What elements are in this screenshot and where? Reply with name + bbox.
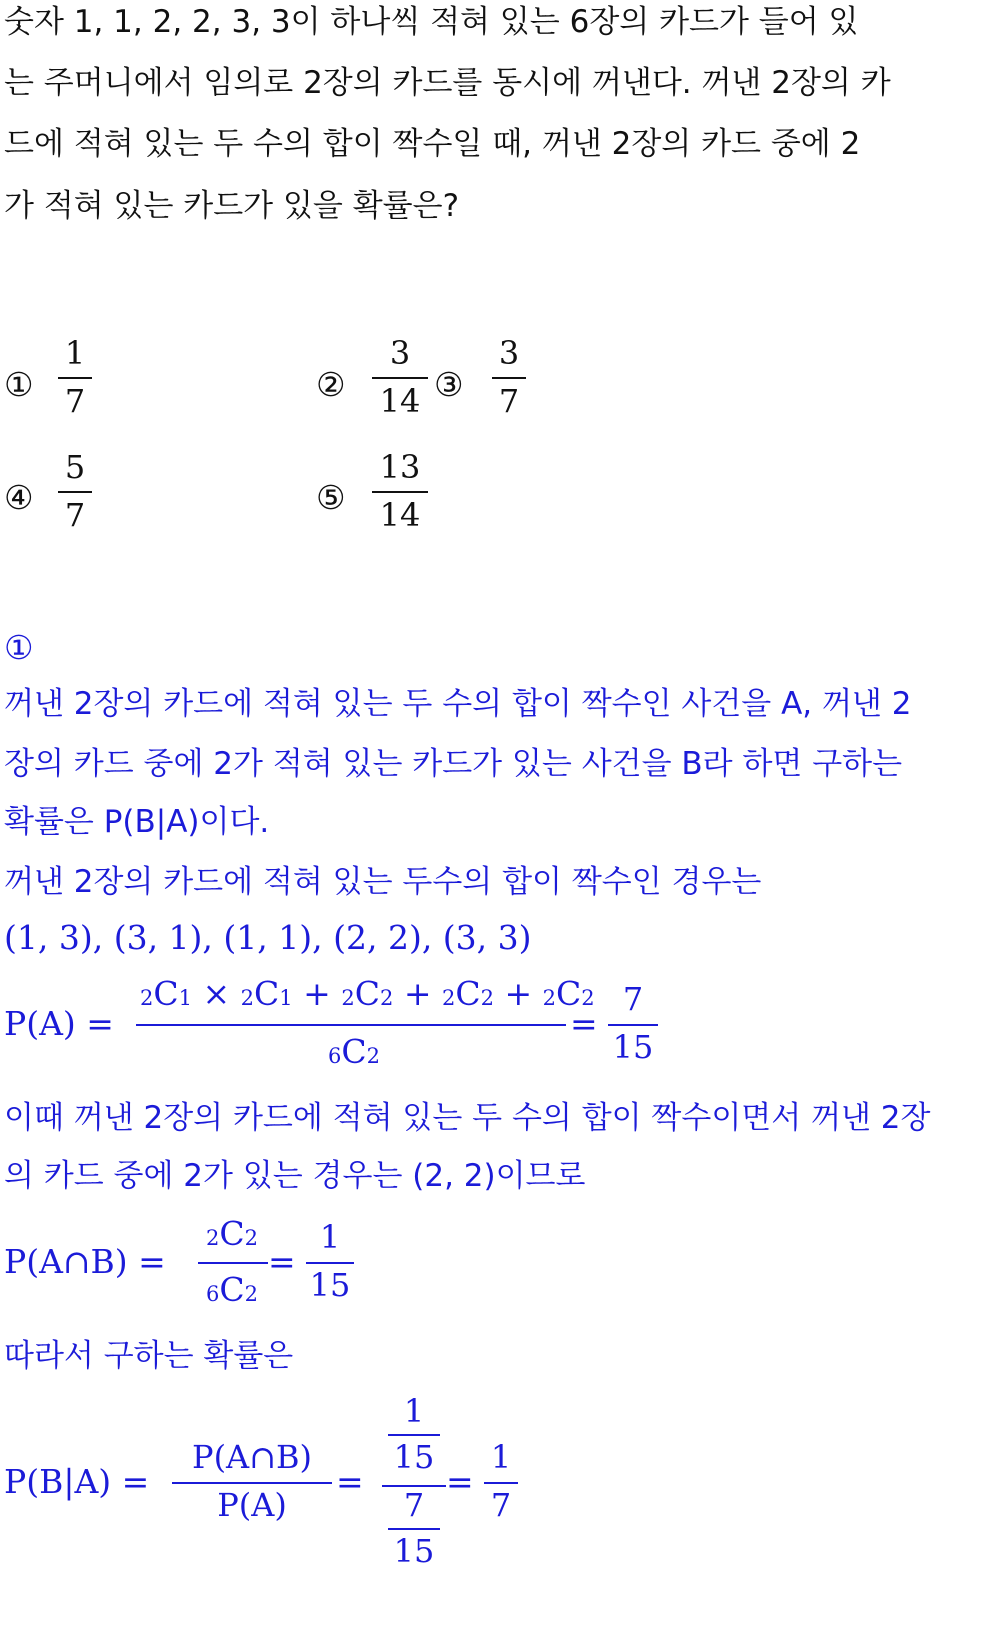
fraction-bar [58, 491, 92, 493]
choice-1-denominator: 7 [64, 382, 86, 420]
eq2-equals: = [268, 1242, 296, 1281]
choice-4-fraction [58, 444, 92, 540]
choice-1-numerator: 1 [64, 334, 86, 372]
eq3-result-numerator: 1 [490, 1438, 512, 1476]
subscript: 1 [279, 986, 293, 1010]
subscript: 2 [581, 986, 595, 1010]
eq1-result-numerator: 7 [622, 980, 644, 1018]
subscript: 2 [240, 986, 255, 1010]
subscript: 2 [341, 986, 355, 1010]
fraction-bar [608, 1024, 658, 1026]
eq3-equals: = [336, 1462, 364, 1501]
subscript: 2 [542, 986, 556, 1010]
fraction-bar [58, 377, 92, 379]
problem-line-3: 드에 적혀 있는 두 수의 합이 짝수일 때, 꺼낸 2장의 카드 중에 2 [4, 126, 861, 162]
solution-line-1: 꺼낸 2장의 카드에 적혀 있는 두 수의 합이 짝수인 사건을 A, 꺼낸 2 [4, 686, 912, 722]
eq2-numerator [206, 1214, 258, 1253]
choice-5-mark: ⑤ [316, 478, 346, 517]
subscript: 2 [140, 986, 154, 1010]
fraction-bar [492, 377, 526, 379]
eq3-equals-2: = [446, 1462, 474, 1501]
eq3-cf-bottom [388, 1486, 440, 1576]
subscript: 2 [244, 1226, 258, 1250]
problem-line-4: 가 적혀 있는 카드가 있을 확률은? [4, 188, 460, 224]
solution-line-3: 확률은 P(B|A)이다. [4, 804, 270, 840]
choice-4-denominator: 7 [64, 496, 86, 534]
operator: + [303, 974, 331, 1013]
fraction-bar [372, 377, 428, 379]
fraction-bar [372, 491, 428, 493]
solution-answer: ① [4, 628, 34, 667]
eq2-denominator [206, 1270, 258, 1309]
problem-line-2: 는 주머니에서 임의로 2장의 카드를 동시에 꺼낸다. 꺼낸 2장의 카 [4, 65, 891, 101]
eq2-result-denominator: 15 [309, 1266, 351, 1304]
eq3-numerator: P(A∩B) [192, 1438, 312, 1476]
eq3-cf-top-denominator: 15 [393, 1438, 435, 1476]
subscript: 2 [441, 986, 456, 1010]
eq1-result [608, 978, 658, 1074]
eq3-main-fraction [172, 1436, 332, 1532]
fraction-bar [136, 1024, 566, 1026]
subscript: 2 [244, 1282, 258, 1306]
eq1-numerator [140, 974, 595, 1013]
combination-c: C [219, 1270, 245, 1309]
combination-c: C [254, 974, 280, 1013]
solution-line-4: 꺼낸 2장의 카드에 적혀 있는 두수의 합이 짝수인 경우는 [4, 864, 762, 900]
solution-line-6: 의 카드 중에 2가 있는 경우는 (2, 2)이므로 [4, 1158, 586, 1194]
eq1-denominator [328, 1032, 380, 1071]
choice-5-denominator: 14 [379, 496, 421, 534]
eq3-lhs: P(B|A) = [4, 1462, 150, 1501]
fraction-bar [172, 1482, 332, 1484]
subscript: 2 [206, 1226, 220, 1250]
combination-c: C [341, 1032, 367, 1071]
choice-2-fraction [372, 330, 428, 426]
fraction-bar [198, 1262, 268, 1264]
choice-2-mark: ② [316, 365, 346, 404]
even-sum-cases: (1, 3), (3, 1), (1, 1), (2, 2), (3, 3) [4, 918, 532, 957]
solution-line-5: 이때 꺼낸 2장의 카드에 적혀 있는 두 수의 합이 짝수이면서 꺼낸 2장 [4, 1100, 931, 1136]
choice-2-numerator: 3 [389, 334, 411, 372]
subscript: 1 [178, 986, 192, 1010]
eq1-lhs: P(A) = [4, 1004, 114, 1043]
eq3-cf-bottom-numerator: 7 [403, 1486, 425, 1524]
combination-c: C [455, 974, 481, 1013]
combination-c: C [354, 974, 380, 1013]
choice-3-mark: ③ [434, 365, 464, 404]
eq2-result-numerator: 1 [319, 1218, 341, 1256]
fraction-bar [306, 1262, 354, 1264]
fraction-bar [484, 1482, 518, 1484]
subscript: 2 [379, 986, 394, 1010]
choice-3-fraction [492, 330, 526, 426]
operator: × [202, 974, 231, 1013]
solution-line-2: 장의 카드 중에 2가 적혀 있는 카드가 있는 사건을 B라 하면 구하는 [4, 746, 903, 782]
choice-3-numerator: 3 [498, 334, 520, 372]
choice-3-denominator: 7 [498, 382, 520, 420]
combination-c: C [556, 974, 582, 1013]
eq2-lhs: P(A∩B) = [4, 1242, 166, 1281]
eq1-equals: = [570, 1004, 598, 1043]
eq3-cf-top [388, 1392, 440, 1482]
problem-line-1: 숫자 1, 1, 2, 2, 3, 3이 하나씩 적혀 있는 6장의 카드가 들어 있 [4, 4, 859, 40]
subscript: 2 [480, 986, 494, 1010]
choice-1-fraction [58, 330, 92, 426]
operator: + [403, 974, 432, 1013]
choice-2-denominator: 14 [379, 382, 421, 420]
choice-5-fraction [372, 444, 428, 540]
eq2-result [306, 1216, 354, 1312]
eq3-cf-top-numerator: 1 [403, 1392, 425, 1430]
choice-5-numerator: 13 [379, 448, 421, 486]
subscript: 6 [206, 1282, 220, 1306]
operator: + [504, 974, 533, 1013]
eq3-cf-bottom-denominator: 15 [393, 1532, 435, 1570]
eq3-denominator: P(A) [217, 1486, 287, 1524]
eq3-result [484, 1436, 518, 1532]
combination-c: C [153, 974, 179, 1013]
choice-4-mark: ④ [4, 478, 34, 517]
choice-4-numerator: 5 [64, 448, 86, 486]
eq1-result-denominator: 15 [612, 1028, 654, 1066]
eq3-result-denominator: 7 [490, 1486, 512, 1524]
fraction-bar [388, 1528, 440, 1530]
solution-line-7: 따라서 구하는 확률은 [4, 1338, 294, 1374]
subscript: 6 [328, 1044, 342, 1068]
choice-1-mark: ① [4, 365, 34, 404]
subscript: 2 [366, 1044, 380, 1068]
combination-c: C [219, 1214, 245, 1253]
fraction-bar [388, 1434, 440, 1436]
